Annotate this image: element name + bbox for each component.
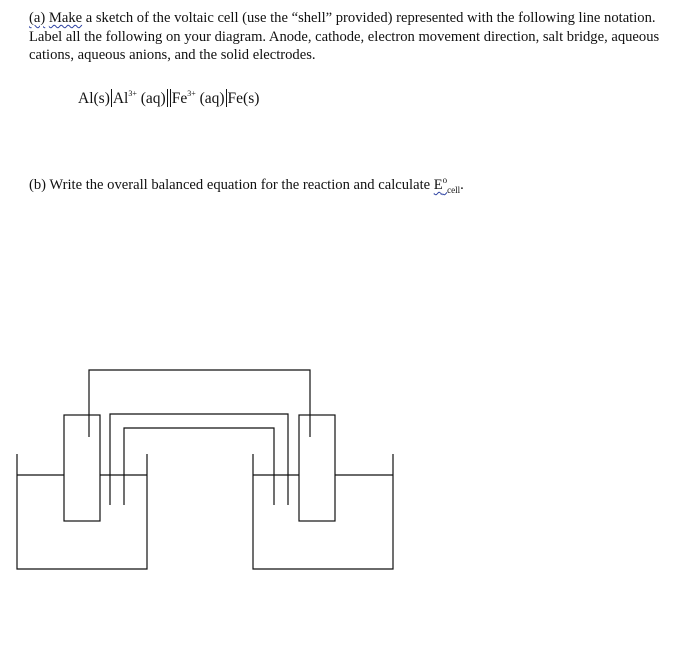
anode-ion: Al: [112, 90, 129, 107]
anode-ion-charge: 3+: [128, 89, 137, 98]
ecell-degree: o: [442, 175, 448, 185]
cathode-ion: Fe: [171, 90, 188, 107]
question-b-label: (b): [29, 176, 47, 193]
anode-ion-phase: (aq): [136, 90, 166, 107]
anode-electrode: Al(s): [78, 90, 110, 107]
question-a-text: a sketch of the voltaic cell (use the “shell” provided) represented with the following line notation. Label all the following on your diagram. Anode, cathode, electron movement direction, salt bridge, aqueous cations, aqueous anions, and the solid electrodes.: [29, 10, 660, 63]
left-beaker: [17, 454, 147, 569]
question-a-lead-word: Make: [48, 10, 83, 26]
question-b-text: Write the overall balanced equation for the reaction and calculate: [46, 176, 434, 193]
ecell-e: E: [433, 176, 443, 193]
cathode-ion-charge: 3+: [187, 89, 196, 98]
ecell-subscript: cell: [447, 184, 461, 195]
right-electrode: [299, 415, 335, 521]
question-a-label: (a): [29, 10, 46, 26]
cathode-electrode: Fe(s): [227, 90, 260, 107]
left-electrode: [64, 415, 100, 521]
cathode-ion-phase: (aq): [195, 90, 225, 107]
question-b-end: .: [460, 176, 464, 193]
external-wire: [89, 370, 310, 437]
